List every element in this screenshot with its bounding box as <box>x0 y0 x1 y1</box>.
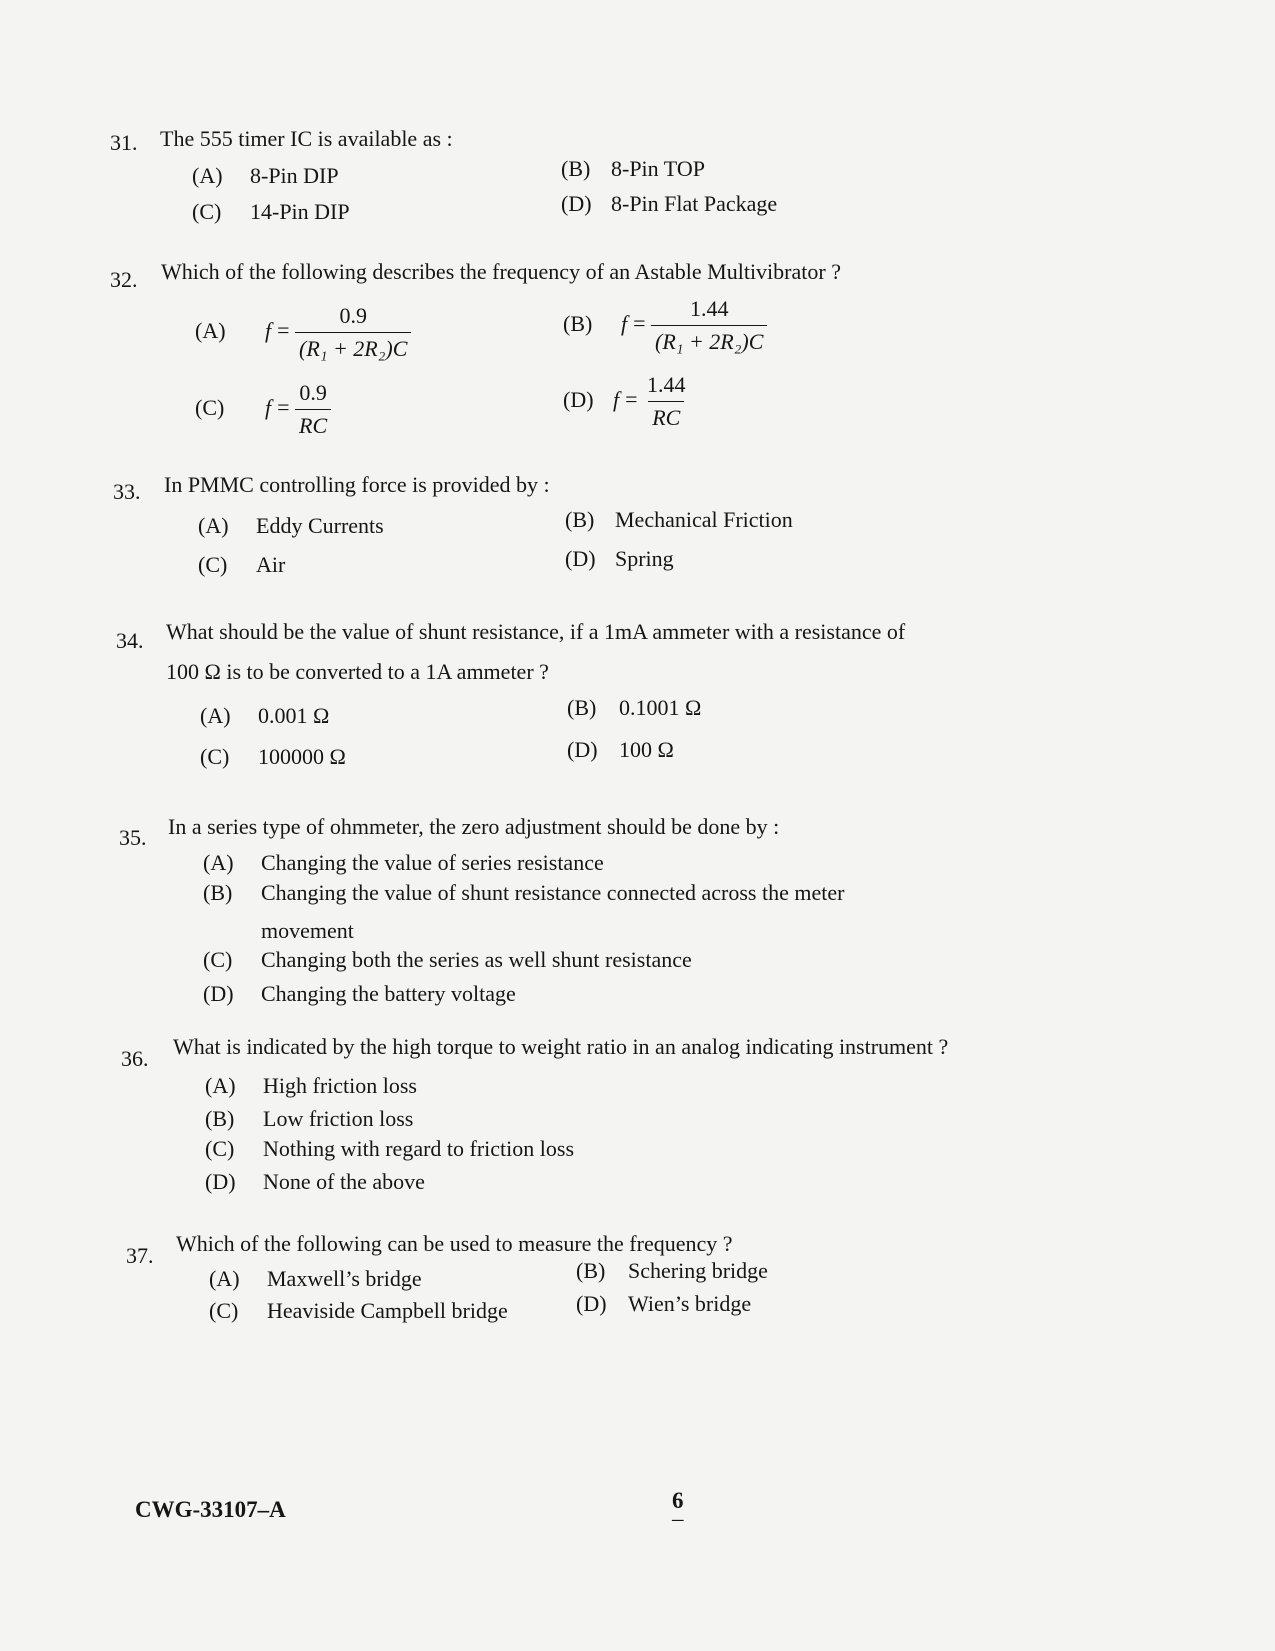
option-b <box>203 880 844 906</box>
question-text: In a series type of ohmmeter, the zero adjustment should be done by : <box>168 814 780 839</box>
option-d <box>565 546 674 572</box>
option-d <box>567 737 674 763</box>
option-text: Air <box>256 552 286 577</box>
option-text: Changing the battery voltage <box>261 981 516 1006</box>
option-label: (C) <box>203 947 233 972</box>
option-label: (A) <box>198 513 229 538</box>
option-text: 8-Pin DIP <box>250 163 339 188</box>
option-a <box>209 1266 422 1292</box>
formula-variable: f <box>265 317 272 343</box>
option-label: (D) <box>563 386 594 412</box>
formula-equals: = <box>625 386 638 412</box>
question-text: The 555 timer IC is available as : <box>160 126 453 151</box>
option-text: 8-Pin TOP <box>611 156 705 181</box>
question-number: 36. <box>121 1046 149 1071</box>
page-number-underline: – <box>672 1506 684 1531</box>
option-text: Mechanical Friction <box>615 507 793 532</box>
option-c <box>205 1136 574 1162</box>
option-d <box>205 1169 425 1195</box>
option-label: (C) <box>209 1298 239 1323</box>
fraction-numerator: 1.44 <box>689 296 729 321</box>
option-text: None of the above <box>263 1169 425 1194</box>
option-c <box>200 744 346 770</box>
option-text: 14-Pin DIP <box>250 199 350 224</box>
option-label: (B) <box>567 695 597 720</box>
option-label: (B) <box>565 507 595 532</box>
option-b <box>567 695 701 721</box>
fraction-denominator: RC <box>648 401 684 431</box>
question-number: 32. <box>110 267 138 292</box>
formula-fraction <box>295 303 411 362</box>
paper-code: CWG-33107–A <box>135 1497 286 1522</box>
formula-equals: = <box>277 394 290 420</box>
fraction-numerator: 1.44 <box>647 372 686 397</box>
option-text: Maxwell’s bridge <box>267 1266 422 1291</box>
option-c <box>192 199 350 225</box>
option-text: Wien’s bridge <box>628 1291 752 1316</box>
option-d <box>576 1291 751 1317</box>
option-d <box>561 191 777 217</box>
option-text: Changing the value of series resistance <box>261 850 604 875</box>
option-a <box>203 850 604 876</box>
option-label: (B) <box>563 310 593 336</box>
option-text: High friction loss <box>263 1073 417 1098</box>
option-a <box>192 163 339 189</box>
option-text: 8-Pin Flat Package <box>611 191 778 216</box>
option-d <box>563 372 690 431</box>
page-number <box>672 1488 684 1531</box>
option-text: 0.001 Ω <box>258 703 330 728</box>
option-label: (A) <box>195 317 226 343</box>
formula-fraction <box>643 372 690 431</box>
fraction-numerator: 0.9 <box>299 380 327 405</box>
option-b <box>563 296 767 355</box>
option-a <box>198 513 384 539</box>
question-text: In PMMC controlling force is provided by : <box>164 472 550 497</box>
option-c <box>203 947 692 973</box>
show-through-text <box>640 108 646 134</box>
option-label: (C) <box>198 552 228 577</box>
formula-equals: = <box>633 310 646 336</box>
option-b <box>205 1106 413 1132</box>
option-b <box>561 156 705 182</box>
option-label: (B) <box>205 1106 235 1131</box>
question-number: 35. <box>119 825 147 850</box>
option-label: (D) <box>565 546 596 571</box>
option-label: (D) <box>561 191 592 216</box>
formula-fraction <box>651 296 767 355</box>
option-label: (D) <box>203 981 234 1006</box>
option-text: Eddy Currents <box>256 513 384 538</box>
option-b <box>565 507 793 533</box>
fraction-numerator: 0.9 <box>339 303 367 328</box>
option-label: (B) <box>561 156 591 181</box>
fraction-denominator: RC <box>295 409 331 439</box>
formula-fraction <box>295 380 331 439</box>
formula-variable: f <box>621 310 628 336</box>
option-text: Schering bridge <box>628 1258 768 1283</box>
question-text: Which of the following describes the frequency of an Astable Multivibrator ? <box>161 259 841 284</box>
option-label: (C) <box>192 199 222 224</box>
option-label: (C) <box>200 744 230 769</box>
question-text: What is indicated by the high torque to weight ratio in an analog indicating instrument ? <box>173 1034 949 1059</box>
option-label: (A) <box>203 850 234 875</box>
option-label: (B) <box>203 880 233 905</box>
option-label: (A) <box>192 163 223 188</box>
option-text: Spring <box>615 546 674 571</box>
option-b-line-2 <box>261 918 354 944</box>
option-c <box>198 552 285 578</box>
option-label: (B) <box>576 1258 606 1283</box>
option-d <box>203 981 516 1007</box>
option-b <box>576 1258 768 1284</box>
option-text: Changing both the series as well shunt resistance <box>261 947 692 972</box>
question-text-line-2: 100 Ω is to be converted to a 1A ammeter ? <box>166 659 549 684</box>
option-label: (C) <box>205 1136 235 1161</box>
option-label: (A) <box>200 703 231 728</box>
option-text-continued: movement <box>261 918 354 943</box>
option-text: Nothing with regard to friction loss <box>263 1136 575 1161</box>
option-a <box>200 703 329 729</box>
option-c <box>195 380 331 439</box>
question-text: Which of the following can be used to measure the frequency ? <box>176 1231 733 1256</box>
formula-equals: = <box>277 317 290 343</box>
option-text: Changing the value of shunt resistance connected across the meter <box>261 880 845 905</box>
option-label: (A) <box>209 1266 240 1291</box>
option-text: Heaviside Campbell bridge <box>267 1298 508 1323</box>
option-label: (A) <box>205 1073 236 1098</box>
option-a <box>205 1073 417 1099</box>
option-label: (D) <box>205 1169 236 1194</box>
page-number-value: 6 <box>672 1488 684 1513</box>
option-label: (D) <box>567 737 598 762</box>
formula-variable: f <box>613 386 620 412</box>
option-label: (D) <box>576 1291 607 1316</box>
option-label: (C) <box>195 394 225 420</box>
option-text: 100000 Ω <box>258 744 346 769</box>
question-number: 31. <box>110 130 138 155</box>
option-text: Low friction loss <box>263 1106 414 1131</box>
option-text: 100 Ω <box>619 737 674 762</box>
option-c <box>209 1298 508 1324</box>
formula-variable: f <box>265 394 272 420</box>
fraction-denominator: (R₁ + 2R₂)C <box>295 332 411 362</box>
question-text: What should be the value of shunt resistance, if a 1mA ammeter with a resistance of <box>166 619 906 644</box>
question-number: 34. <box>116 628 144 653</box>
option-text: 0.1001 Ω <box>619 695 702 720</box>
question-number: 33. <box>113 479 141 504</box>
fraction-denominator: (R₁ + 2R₂)C <box>651 325 767 355</box>
option-a <box>195 303 411 362</box>
question-number: 37. <box>126 1243 154 1268</box>
